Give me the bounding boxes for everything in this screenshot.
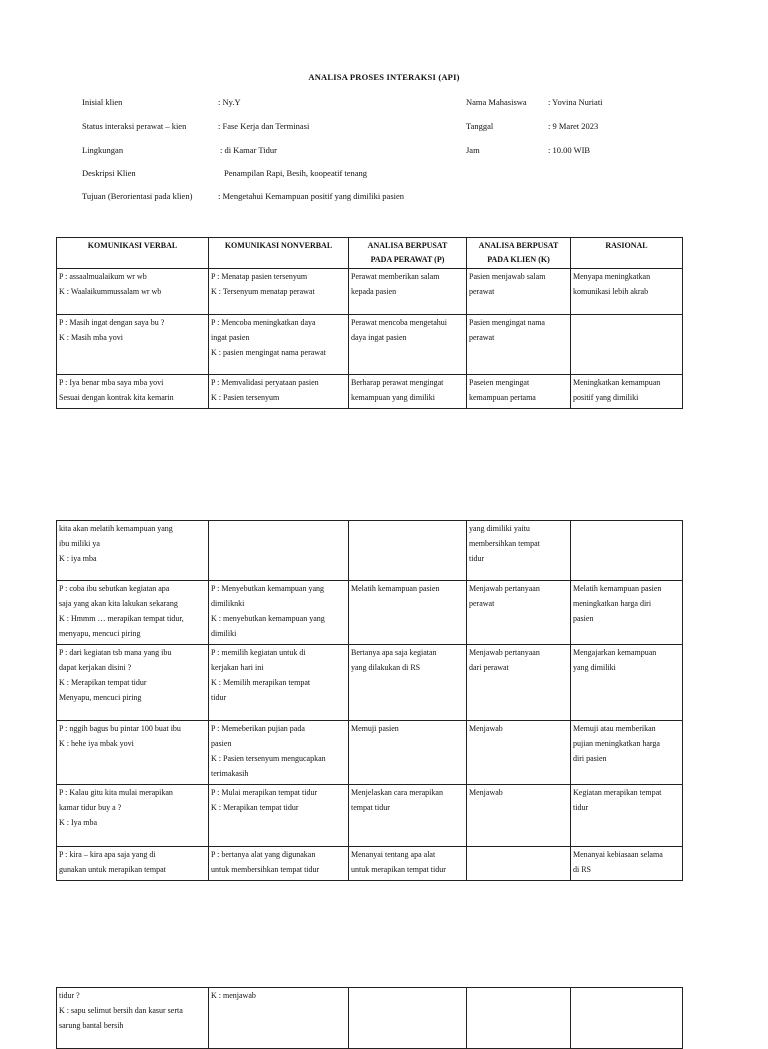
table-cell xyxy=(467,581,571,645)
table-cell xyxy=(571,847,683,881)
column-header: RASIONAL xyxy=(571,238,683,269)
table-cell xyxy=(349,721,467,785)
table-cell xyxy=(57,375,209,409)
table-cell xyxy=(467,785,571,847)
table-cell xyxy=(349,315,467,375)
cell-text: perawat xyxy=(469,599,495,608)
cell-text: K : Pasien tersenyum xyxy=(211,393,280,402)
table-cell xyxy=(467,988,571,1049)
table-cell xyxy=(209,581,349,645)
table-row xyxy=(57,375,683,409)
cell-text: K : Iya mba xyxy=(59,818,97,827)
cell-text: P : Mencoba meningkatkan daya xyxy=(211,318,316,327)
cell-text: K : pasien mengingat nama perawat xyxy=(211,348,326,357)
cell-text: Menanyai tentang apa alat xyxy=(351,850,436,859)
cell-text: Menjawab xyxy=(469,724,503,733)
cell-text: K : Pasien tersenyum mengucapkan xyxy=(211,754,326,763)
cell-text: P : Menatap pasien tersenyum xyxy=(211,272,308,281)
cell-text: Perawat mencoba mengetahui xyxy=(351,318,447,327)
table-cell xyxy=(209,721,349,785)
table-cell xyxy=(57,785,209,847)
cell-text: P : assaalmualaikum wr wb xyxy=(59,272,147,281)
info-value: Penampilan Rapi, Besih, koopeatif tenang xyxy=(224,168,368,178)
cell-text: P : Menyebutkan kemampuan yang xyxy=(211,584,325,593)
cell-text: sarung bantal bersih xyxy=(59,1021,124,1030)
cell-text: tempat tidur xyxy=(351,803,390,812)
table-cell xyxy=(209,645,349,721)
table-cell xyxy=(467,315,571,375)
cell-text: K : menyebutkan kemampuan yang xyxy=(211,614,325,623)
table-cell xyxy=(349,375,467,409)
cell-text: kerjakan hari ini xyxy=(211,663,264,672)
table-cell xyxy=(57,315,209,375)
cell-text: dimiliknki xyxy=(211,599,245,608)
cell-text: membersihkan tempat xyxy=(469,539,540,548)
cell-text: komunikasi lebih akrab xyxy=(573,287,649,296)
table-cell xyxy=(571,988,683,1049)
cell-text: P : Mulai merapikan tempat tidur xyxy=(211,788,318,797)
cell-text: pasien xyxy=(211,739,232,748)
column-header: KOMUNIKASI VERBAL xyxy=(57,238,209,269)
cell-text: P : nggih bagus bu pintar 100 buat ibu xyxy=(59,724,181,733)
info-value: : Yovina Nuriati xyxy=(548,97,603,107)
table-header-row xyxy=(57,238,683,269)
cell-text: Meningkatkan kemampuan xyxy=(573,378,661,387)
cell-text: dimiliki xyxy=(211,629,237,638)
cell-text: terimakasih xyxy=(211,769,249,778)
cell-text: P : kira – kira apa saja yang di xyxy=(59,850,156,859)
cell-text: menyapu, mencuci piring xyxy=(59,629,141,638)
table-cell xyxy=(571,269,683,315)
cell-text: ingat pasien xyxy=(211,333,250,342)
table-row xyxy=(57,785,683,847)
cell-text: tidur xyxy=(211,693,227,702)
table-cell xyxy=(57,269,209,315)
cell-text: K : Merapikan tempat tidur xyxy=(211,803,299,812)
cell-text: K : Hmmm … merapikan tempat tidur, xyxy=(59,614,184,623)
cell-text: K : hehe iya mbak yovi xyxy=(59,739,134,748)
cell-text: dapat kerjakan disini ? xyxy=(59,663,132,672)
cell-text: Pasien menjawab salam xyxy=(469,272,546,281)
cell-text: P : Iya benar mba saya mba yovi xyxy=(59,378,164,387)
table-row xyxy=(57,721,683,785)
table-cell xyxy=(571,581,683,645)
table-cell xyxy=(209,521,349,581)
cell-text: Paseien mengingat xyxy=(469,378,530,387)
cell-text: Mengajarkan kemampuan xyxy=(573,648,657,657)
cell-text: ibu miliki ya xyxy=(59,539,100,548)
cell-text: Menjawab pertanyaan xyxy=(469,584,540,593)
table-cell xyxy=(57,847,209,881)
column-header: ANALISA BERPUSAT PADA KLIEN (K) xyxy=(467,238,571,269)
table-cell xyxy=(57,521,209,581)
cell-text: K : iya mba xyxy=(59,554,97,563)
table-row xyxy=(57,847,683,881)
cell-text: dari perawat xyxy=(469,663,509,672)
table-cell xyxy=(349,988,467,1049)
table-cell xyxy=(349,847,467,881)
table-cell xyxy=(571,375,683,409)
cell-text: Menyapa meningkatkan xyxy=(573,272,651,281)
table-cell xyxy=(349,521,467,581)
cell-text: P : Memvalidasi peryataan pasien xyxy=(211,378,319,387)
info-label: Nama Mahasiswa xyxy=(466,97,527,107)
cell-text: Menyapu, mencuci piring xyxy=(59,693,142,702)
info-label: Tujuan (Berorientasi pada klien) xyxy=(82,191,193,201)
table-row xyxy=(57,645,683,721)
document-title: ANALISA PROSES INTERAKSI (API) xyxy=(308,72,460,82)
cell-text: Memuji pasien xyxy=(351,724,399,733)
table-cell xyxy=(209,315,349,375)
cell-text: kita akan melatih kemampuan yang xyxy=(59,524,173,533)
cell-text: Melatih kemampuan pasien xyxy=(573,584,662,593)
table-cell xyxy=(209,375,349,409)
cell-text: Melatih kemampuan pasien xyxy=(351,584,440,593)
info-label: Tanggal xyxy=(466,121,494,131)
cell-text: P : Masih ingat dengan saya bu ? xyxy=(59,318,165,327)
cell-text: yang dimiliki yaitu xyxy=(469,524,530,533)
table-row xyxy=(57,269,683,315)
cell-text: P : coba ibu sebutkan kegiatan apa xyxy=(59,584,170,593)
cell-text: diri pasien xyxy=(573,754,607,763)
cell-text: perawat xyxy=(469,333,495,342)
cell-text: K : sapu selimut bersih dan kasur serta xyxy=(59,1006,183,1015)
cell-text: tidur xyxy=(573,803,589,812)
cell-text: daya ingat pasien xyxy=(351,333,407,342)
cell-text: saja yang akan kita lakukan sekarang xyxy=(59,599,178,608)
table-cell xyxy=(571,785,683,847)
api-table-3 xyxy=(56,987,683,1049)
column-header: KOMUNIKASI NONVERBAL xyxy=(209,238,349,269)
cell-text: tidur ? xyxy=(59,991,80,1000)
table-cell xyxy=(467,375,571,409)
api-table-1 xyxy=(56,237,683,409)
table-cell xyxy=(467,847,571,881)
cell-text: yang dilakukan di RS xyxy=(351,663,421,672)
cell-text: K : Waalaikummussalam wr wb xyxy=(59,287,162,296)
cell-text: Memuji atau memberikan xyxy=(573,724,656,733)
info-value: : 10.00 WIB xyxy=(548,145,591,155)
table-cell xyxy=(571,721,683,785)
column-header: ANALISA BERPUSAT PADA PERAWAT (P) xyxy=(349,238,467,269)
cell-text: pasien xyxy=(573,614,594,623)
cell-text: di RS xyxy=(573,865,592,874)
table-cell xyxy=(349,645,467,721)
table-cell xyxy=(57,988,209,1049)
info-value: : di Kamar Tidur xyxy=(220,145,277,155)
table-row xyxy=(57,988,683,1049)
cell-text: Bertanya apa saja kegiatan xyxy=(351,648,437,657)
cell-text: K : Memilih merapikan tempat xyxy=(211,678,311,687)
table-cell xyxy=(467,521,571,581)
cell-text: Menjawab xyxy=(469,788,503,797)
cell-text: untuk merapikan tempat tidur xyxy=(351,865,446,874)
cell-text: Sesuai dengan kontrak kita kemarin xyxy=(59,393,174,402)
cell-text: K : Merapikan tempat tidur xyxy=(59,678,147,687)
cell-text: untuk membersihkan tempat tidur xyxy=(211,865,320,874)
table-cell xyxy=(467,269,571,315)
cell-text: P : dari kegiatan tsb mana yang ibu xyxy=(59,648,172,657)
cell-text: P : memilih kegiatan untuk di xyxy=(211,648,306,657)
table-cell xyxy=(467,721,571,785)
table-cell xyxy=(571,521,683,581)
cell-text: kemampuan yang dimiliki xyxy=(351,393,435,402)
cell-text: K : menjawab xyxy=(211,991,256,1000)
cell-text: positif yang dimiliki xyxy=(573,393,639,402)
cell-text: kamar tidur buy a ? xyxy=(59,803,122,812)
table-cell xyxy=(57,645,209,721)
table-cell xyxy=(571,315,683,375)
cell-text: Kegiatan merapikan tempat xyxy=(573,788,662,797)
cell-text: Menjelaskan cara merapikan xyxy=(351,788,443,797)
table-cell xyxy=(209,269,349,315)
info-value: : Mengetahui Kemampuan positif yang dimiliki pasien xyxy=(218,191,405,201)
cell-text: P : Memeberikan pujian pada xyxy=(211,724,305,733)
info-label: Inisial klien xyxy=(82,97,123,107)
cell-text: Menanyai kebiasaan selama xyxy=(573,850,663,859)
cell-text: perawat xyxy=(469,287,495,296)
info-label: Jam xyxy=(466,145,480,155)
api-table-2 xyxy=(56,520,683,881)
table-row xyxy=(57,315,683,375)
table-cell xyxy=(349,269,467,315)
table-cell xyxy=(209,988,349,1049)
info-label: Status interaksi perawat – kien xyxy=(82,121,187,131)
cell-text: P : Kalau gitu kita mulai merapikan xyxy=(59,788,173,797)
cell-text: Berharap perawat mengingat xyxy=(351,378,444,387)
table-cell xyxy=(57,721,209,785)
info-value: : Ny.Y xyxy=(218,97,241,107)
cell-text: pujian meningkatkan harga xyxy=(573,739,660,748)
info-value: : 9 Maret 2023 xyxy=(548,121,599,131)
cell-text: K : Tersenyum menatap perawat xyxy=(211,287,315,296)
cell-text: kemampuan pertama xyxy=(469,393,536,402)
table-cell xyxy=(467,645,571,721)
table-cell xyxy=(57,581,209,645)
table-row xyxy=(57,521,683,581)
table-cell xyxy=(209,847,349,881)
cell-text: K : Masih mba yovi xyxy=(59,333,123,342)
cell-text: Menjawab pertanyaan xyxy=(469,648,540,657)
cell-text: kepada pasien xyxy=(351,287,397,296)
table-cell xyxy=(571,645,683,721)
table-cell xyxy=(349,785,467,847)
info-label: Deskripsi Klien xyxy=(82,168,136,178)
table-row xyxy=(57,581,683,645)
cell-text: gunakan untuk merapikan tempat xyxy=(59,865,166,874)
cell-text: meningkatkan harga diri xyxy=(573,599,652,608)
cell-text: Perawat memberikan salam xyxy=(351,272,440,281)
table-cell xyxy=(209,785,349,847)
cell-text: P : bertanya alat yang digunakan xyxy=(211,850,316,859)
info-value: : Fase Kerja dan Terminasi xyxy=(218,121,310,131)
cell-text: yang dimiliki xyxy=(573,663,616,672)
table-cell xyxy=(349,581,467,645)
cell-text: Pasien mengingat nama xyxy=(469,318,545,327)
info-label: Lingkungan xyxy=(82,145,124,155)
cell-text: tidur xyxy=(469,554,485,563)
